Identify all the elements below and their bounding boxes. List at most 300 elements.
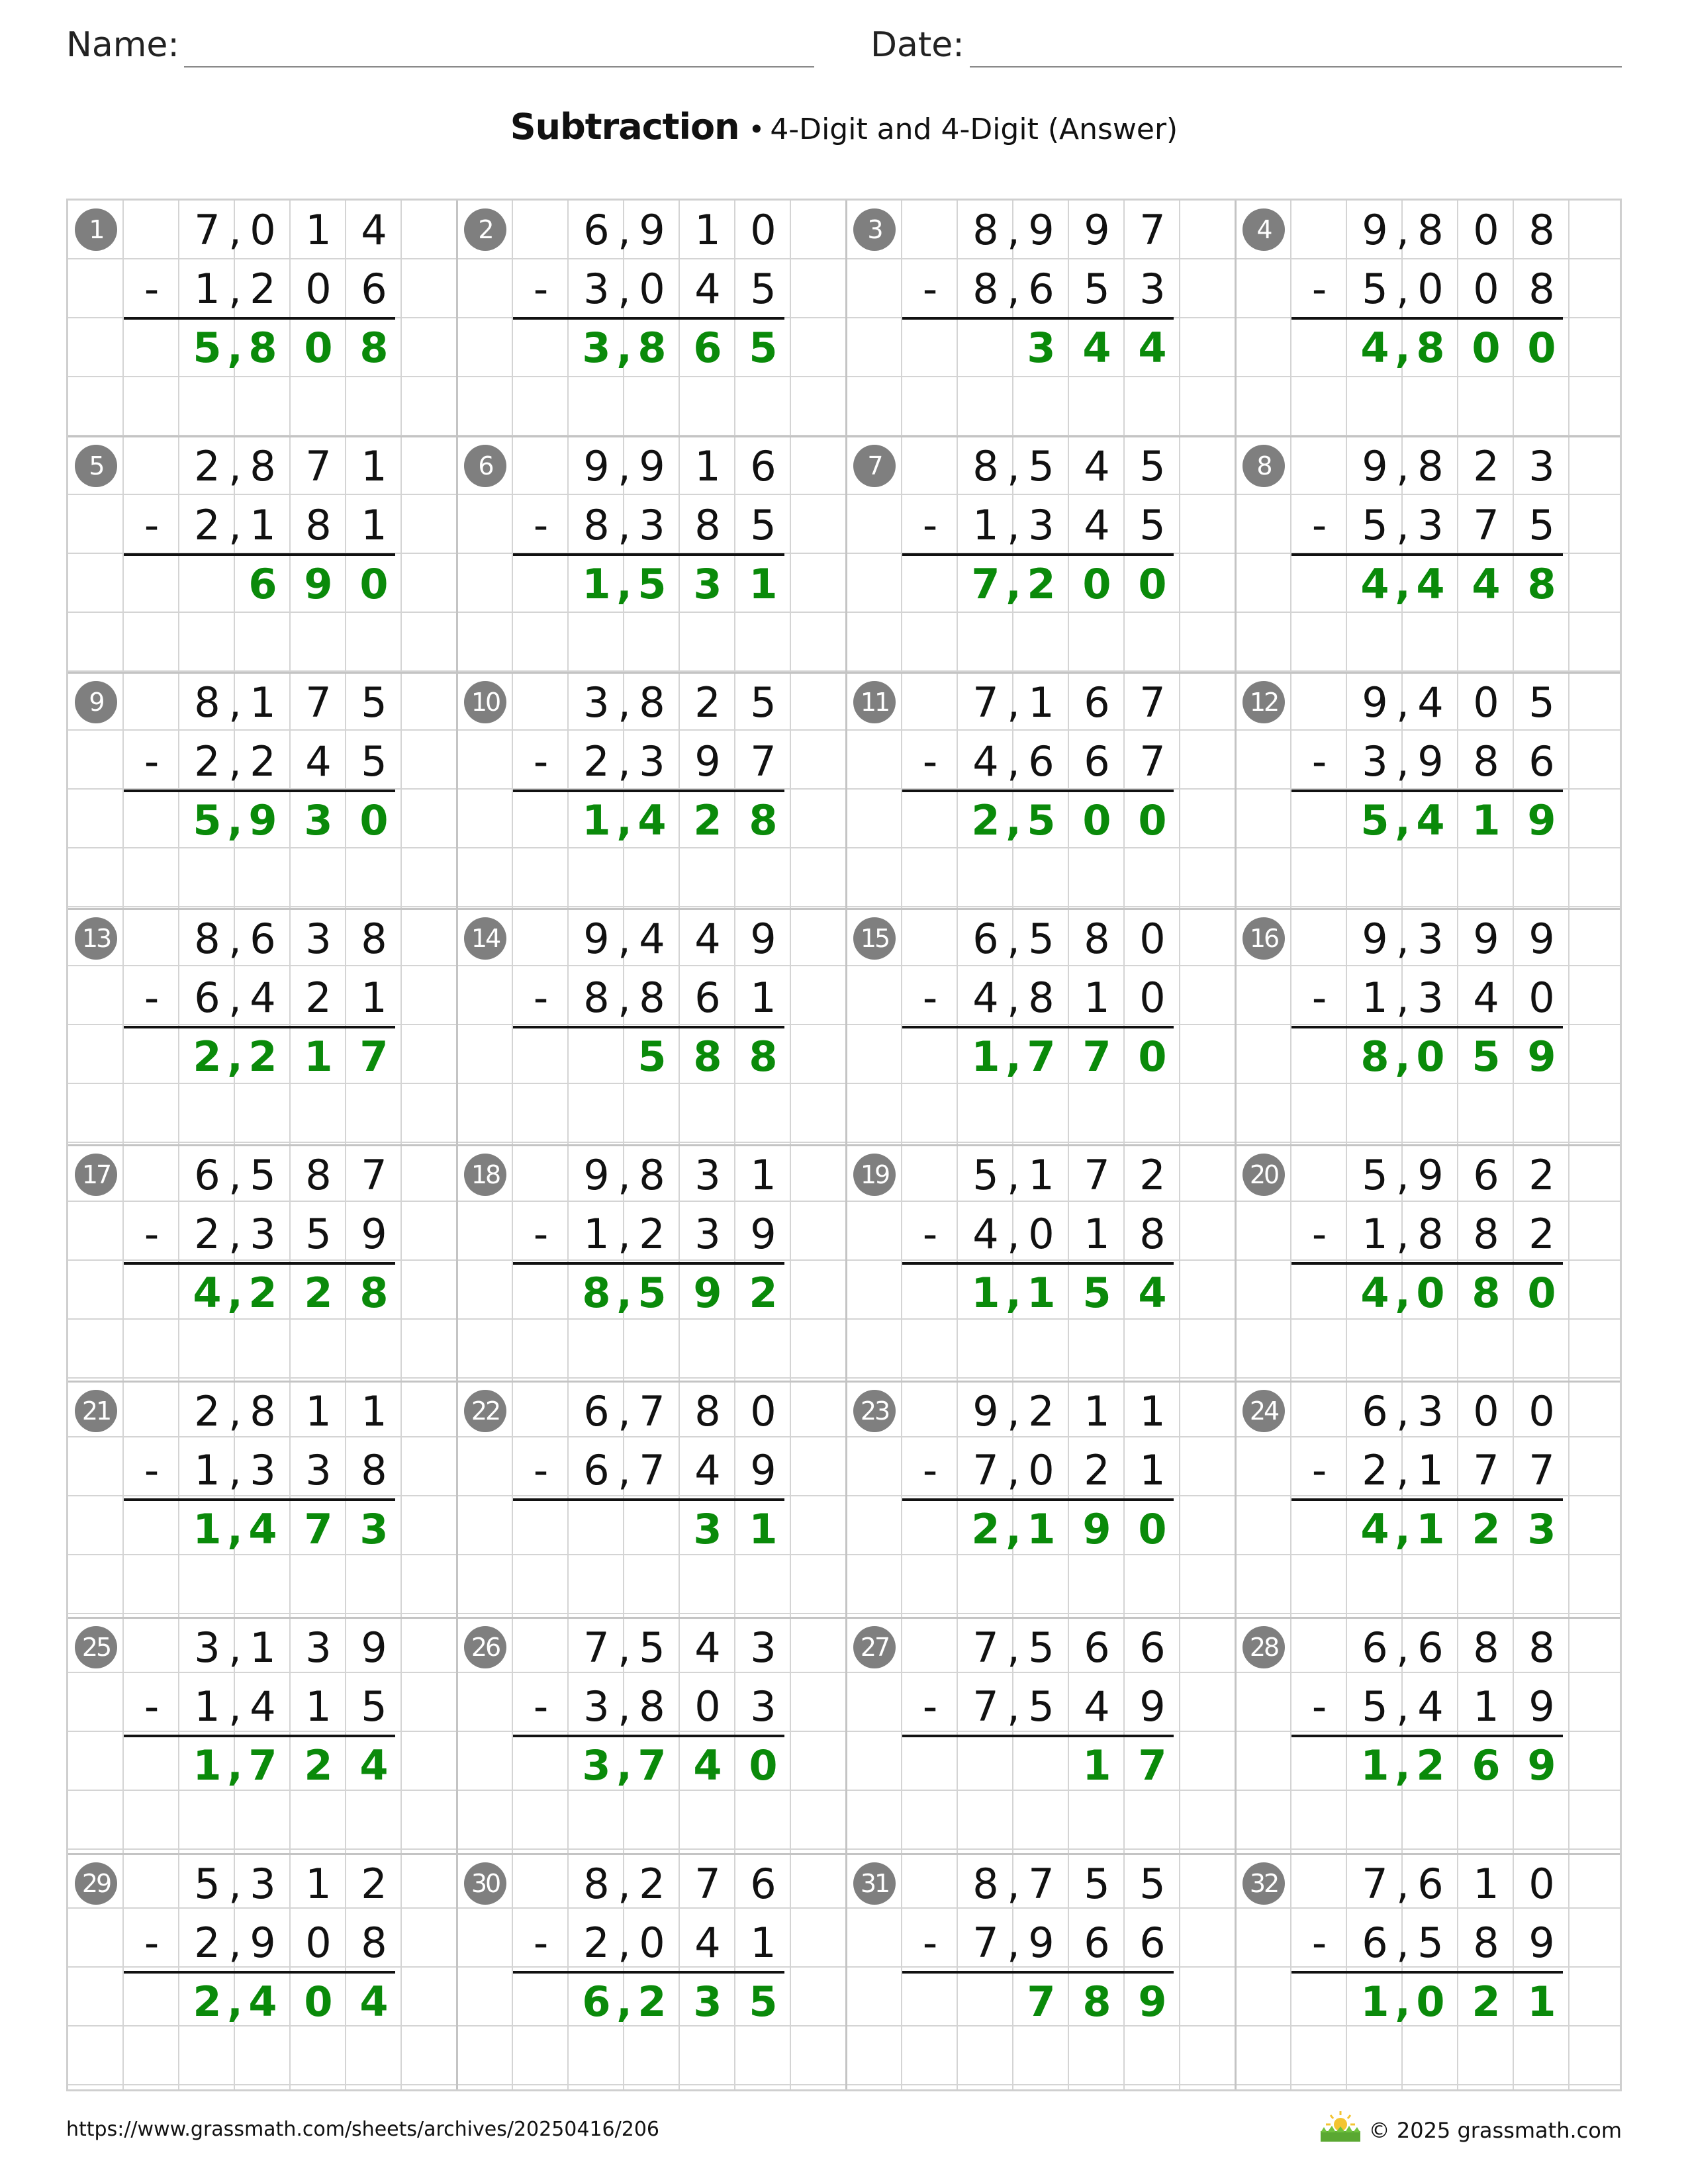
problem-number-badge: 16	[1243, 917, 1285, 960]
answer-comma: ,	[227, 1505, 243, 1553]
answer-row	[179, 555, 402, 614]
minuend-digit: 2	[1473, 442, 1499, 490]
minuend-digit: 6	[750, 442, 776, 490]
minuend-digit: 4	[1084, 442, 1110, 490]
subtrahend-digit: 3	[305, 1446, 332, 1494]
minuend-digit: 8	[1084, 915, 1110, 963]
problem-number-badge: 1	[75, 208, 117, 251]
answer-row	[179, 1972, 402, 2031]
answer-digit: 2	[971, 796, 1000, 844]
title-subtitle: 4-Digit and 4-Digit (Answer)	[770, 113, 1178, 146]
answer-row	[958, 1972, 1180, 2031]
minuend-row	[179, 201, 402, 259]
problem-number-badge: 2	[464, 208, 506, 251]
problem-number-badge: 18	[464, 1154, 506, 1196]
subtrahend-digit: 8	[1528, 265, 1555, 313]
subtrahend-digit: 0	[1417, 265, 1444, 313]
problem-block	[1236, 437, 1625, 673]
subtrahend-digit: 5	[361, 737, 387, 786]
answer-digit: 4	[1360, 1269, 1389, 1317]
minus-sign: -	[144, 1446, 160, 1494]
minus-sign: -	[144, 1210, 160, 1258]
problem-block	[457, 437, 847, 673]
subtrahend-digit: 0	[639, 265, 665, 313]
subtrahend-digit: 8	[1473, 1919, 1499, 1967]
subtrahend-comma: ,	[1007, 1919, 1020, 1967]
subtrahend-digit: 6	[694, 974, 721, 1022]
minuend-digit: 3	[583, 678, 610, 727]
subtrahend-row	[958, 1913, 1180, 1972]
subtrahend-digit: 1	[194, 1682, 220, 1731]
answer-digit: 4	[1360, 1505, 1389, 1553]
minuend-digit: 1	[1028, 1151, 1055, 1199]
answer-digit: 0	[1527, 1269, 1556, 1317]
minuend-digit: 6	[583, 206, 610, 254]
minuend-comma: ,	[618, 1387, 631, 1435]
subtrahend-digit: 5	[1417, 1919, 1444, 1967]
answer-digit: 1	[1472, 796, 1501, 844]
subtrahend-comma: ,	[1396, 265, 1409, 313]
answer-row	[569, 1972, 791, 2031]
answer-digit: 1	[749, 1505, 778, 1553]
minus-sign: -	[533, 737, 549, 786]
answer-digit: 2	[693, 796, 722, 844]
subtrahend-digit: 0	[1028, 1446, 1055, 1494]
problem-block	[1236, 673, 1625, 909]
minus-sign: -	[1311, 265, 1327, 313]
answer-digit: 9	[1082, 1505, 1111, 1553]
minus-sign: -	[144, 737, 160, 786]
subtrahend-row	[179, 496, 402, 555]
minuend-row	[958, 1854, 1180, 1913]
answer-digit: 7	[1082, 1032, 1111, 1081]
minus-sign: -	[144, 974, 160, 1022]
minuend-digit: 3	[250, 1860, 276, 1908]
subtrahend-digit: 9	[361, 1210, 387, 1258]
problem-number-badge: 30	[464, 1862, 506, 1905]
minuend-digit: 5	[1084, 1860, 1110, 1908]
answer-digit: 9	[1138, 1978, 1167, 2026]
answer-digit: 0	[1527, 324, 1556, 372]
problem-block	[1236, 1382, 1625, 1618]
minuend-comma: ,	[1007, 442, 1020, 490]
problem-number-badge: 8	[1243, 445, 1285, 487]
subtrahend-digit: 8	[1417, 1210, 1444, 1258]
answer-digit: 3	[582, 1741, 611, 1790]
answer-digit: 4	[1416, 796, 1445, 844]
subtrahend-row	[958, 968, 1180, 1027]
minuend-digit: 1	[305, 206, 332, 254]
subtrahend-digit: 0	[1473, 265, 1499, 313]
answer-comma: ,	[227, 1032, 243, 1081]
minuend-comma: ,	[228, 678, 242, 727]
answer-digit: 8	[359, 1269, 389, 1317]
subtrahend-digit: 3	[1417, 974, 1444, 1022]
answer-comma: ,	[1395, 1032, 1411, 1081]
minuend-digit: 5	[1028, 915, 1055, 963]
minuend-digit: 2	[694, 678, 721, 727]
minuend-digit: 8	[1417, 442, 1444, 490]
subtrahend-digit: 6	[1028, 737, 1055, 786]
subtrahend-digit: 6	[1084, 737, 1110, 786]
answer-digit: 4	[637, 796, 667, 844]
subtrahend-digit: 2	[1528, 1210, 1555, 1258]
answer-comma: ,	[1006, 560, 1021, 608]
minus-sign: -	[922, 501, 938, 549]
answer-digit: 0	[1138, 1505, 1167, 1553]
subtrahend-comma: ,	[1396, 501, 1409, 549]
minus-sign: -	[144, 501, 160, 549]
minus-sign: -	[144, 1682, 160, 1731]
minuend-digit: 7	[1028, 1860, 1055, 1908]
answer-digit: 1	[193, 1505, 222, 1553]
subtrahend-row	[1347, 1677, 1570, 1736]
minuend-row	[958, 1146, 1180, 1205]
answer-row	[179, 1500, 402, 1559]
answer-digit: 1	[1527, 1978, 1556, 2026]
subtrahend-digit: 3	[250, 1210, 276, 1258]
subtrahend-digit: 6	[194, 974, 220, 1022]
subtrahend-digit: 8	[1028, 974, 1055, 1022]
answer-digit: 7	[1027, 1032, 1056, 1081]
minuend-comma: ,	[228, 1387, 242, 1435]
problem-block	[1236, 1618, 1625, 1854]
answer-comma: ,	[227, 1269, 243, 1317]
minus-sign: -	[922, 265, 938, 313]
subtrahend-digit: 4	[1473, 974, 1499, 1022]
subtrahend-digit: 4	[1084, 501, 1110, 549]
subtrahend-digit: 1	[305, 1682, 332, 1731]
subtrahend-row	[958, 259, 1180, 318]
minuend-digit: 7	[972, 1623, 999, 1672]
minuend-digit: 5	[639, 1623, 665, 1672]
subtrahend-digit: 8	[361, 1919, 387, 1967]
minuend-digit: 0	[1528, 1387, 1555, 1435]
answer-digit: 0	[1082, 560, 1111, 608]
minus-sign: -	[144, 265, 160, 313]
minuend-digit: 1	[361, 1387, 387, 1435]
minuend-digit: 7	[194, 206, 220, 254]
minuend-digit: 7	[1362, 1860, 1388, 1908]
minuend-comma: ,	[228, 1623, 242, 1672]
subtrahend-digit: 0	[305, 265, 332, 313]
minuend-row	[569, 1146, 791, 1205]
answer-digit: 1	[1082, 1741, 1111, 1790]
subtrahend-digit: 7	[1473, 1446, 1499, 1494]
minus-sign: -	[533, 1210, 549, 1258]
answer-comma: ,	[227, 1741, 243, 1790]
problem-number-badge: 4	[1243, 208, 1285, 251]
answer-digit: 2	[248, 1269, 277, 1317]
minus-sign: -	[533, 1682, 549, 1731]
minuend-digit: 0	[750, 206, 776, 254]
subtrahend-row	[179, 968, 402, 1027]
answer-digit: 5	[193, 796, 222, 844]
problem-block	[847, 1146, 1236, 1382]
answer-digit: 2	[637, 1978, 667, 2026]
minuend-comma: ,	[618, 915, 631, 963]
footer-copyright: © 2025 grassmath.com	[1368, 2118, 1622, 2143]
minuend-digit: 3	[1528, 442, 1555, 490]
answer-digit: 1	[582, 560, 611, 608]
minuend-digit: 0	[1473, 1387, 1499, 1435]
minuend-digit: 4	[694, 1623, 721, 1672]
subtrahend-digit: 0	[305, 1919, 332, 1967]
name-field-line[interactable]	[184, 66, 814, 68]
subtrahend-row	[179, 259, 402, 318]
minuend-comma: ,	[1396, 1860, 1409, 1908]
minuend-digit: 5	[1028, 442, 1055, 490]
subtrahend-digit: 4	[972, 1210, 999, 1258]
subtrahend-digit: 7	[639, 1446, 665, 1494]
problem-number-badge: 20	[1243, 1154, 1285, 1196]
minuend-digit: 1	[1473, 1860, 1499, 1908]
subtrahend-digit: 2	[583, 737, 610, 786]
answer-row	[179, 1263, 402, 1322]
problem-block	[847, 437, 1236, 673]
minuend-row	[958, 1618, 1180, 1677]
minuend-row	[569, 1618, 791, 1677]
answer-digit: 5	[749, 1978, 778, 2026]
minuend-comma: ,	[1396, 1387, 1409, 1435]
minuend-digit: 2	[194, 442, 220, 490]
minuend-row	[958, 1382, 1180, 1441]
minuend-comma: ,	[618, 1860, 631, 1908]
answer-comma: ,	[616, 560, 632, 608]
answer-row	[958, 791, 1180, 850]
subtrahend-digit: 8	[583, 974, 610, 1022]
subtrahend-digit: 1	[1084, 974, 1110, 1022]
minus-sign: -	[533, 501, 549, 549]
answer-digit: 0	[1416, 1269, 1445, 1317]
answer-digit: 8	[637, 324, 667, 372]
subtrahend-comma: ,	[1007, 1446, 1020, 1494]
minuend-digit: 8	[305, 1151, 332, 1199]
subtrahend-row	[958, 732, 1180, 791]
minuend-digit: 7	[305, 442, 332, 490]
answer-digit: 3	[304, 796, 333, 844]
problem-number-badge: 21	[75, 1390, 117, 1432]
subtrahend-row	[958, 1205, 1180, 1263]
answer-digit: 2	[304, 1741, 333, 1790]
subtrahend-digit: 0	[1139, 974, 1166, 1022]
minuend-digit: 6	[1473, 1151, 1499, 1199]
answer-digit: 8	[582, 1269, 611, 1317]
minuend-digit: 5	[972, 1151, 999, 1199]
subtrahend-digit: 3	[583, 1682, 610, 1731]
subtrahend-digit: 2	[1362, 1446, 1388, 1494]
answer-digit: 8	[693, 1032, 722, 1081]
answer-digit: 8	[1416, 324, 1445, 372]
answer-comma: ,	[1006, 1032, 1021, 1081]
problem-block	[457, 201, 847, 437]
answer-digit: 0	[359, 796, 389, 844]
answer-row	[958, 1263, 1180, 1322]
minuend-digit: 8	[972, 1860, 999, 1908]
problem-number-badge: 27	[853, 1626, 896, 1668]
subtrahend-digit: 5	[1028, 1682, 1055, 1731]
subtrahend-digit: 9	[1139, 1682, 1166, 1731]
answer-digit: 4	[359, 1741, 389, 1790]
subtrahend-row	[1347, 1913, 1570, 1972]
answer-digit: 7	[1138, 1741, 1167, 1790]
answer-digit: 0	[304, 324, 333, 372]
problem-number-badge: 10	[464, 681, 506, 723]
answer-comma: ,	[227, 1978, 243, 2026]
subtrahend-comma: ,	[1007, 1682, 1020, 1731]
subtrahend-digit: 5	[1528, 501, 1555, 549]
subtrahend-comma: ,	[228, 737, 242, 786]
minuend-digit: 5	[1028, 1623, 1055, 1672]
minuend-digit: 3	[1417, 915, 1444, 963]
subtrahend-digit: 6	[583, 1446, 610, 1494]
minus-sign: -	[1311, 1919, 1327, 1967]
minuend-digit: 0	[1139, 915, 1166, 963]
subtrahend-row	[179, 1441, 402, 1500]
minuend-digit: 1	[1084, 1387, 1110, 1435]
answer-digit: 0	[304, 1978, 333, 2026]
minuend-digit: 6	[1084, 1623, 1110, 1672]
answer-digit: 0	[1472, 324, 1501, 372]
answer-digit: 5	[1360, 796, 1389, 844]
minuend-digit: 5	[750, 678, 776, 727]
answer-digit: 8	[1360, 1032, 1389, 1081]
date-field-line[interactable]	[970, 66, 1622, 68]
answer-row	[1347, 1263, 1570, 1322]
minuend-digit: 9	[639, 206, 665, 254]
minuend-comma: ,	[228, 915, 242, 963]
minus-sign: -	[1311, 1210, 1327, 1258]
minuend-comma: ,	[618, 206, 631, 254]
subtrahend-digit: 4	[694, 265, 721, 313]
subtrahend-row	[1347, 1205, 1570, 1263]
minuend-digit: 1	[694, 206, 721, 254]
minuend-digit: 9	[361, 1623, 387, 1672]
subtrahend-digit: 3	[639, 737, 665, 786]
minuend-row	[179, 1146, 402, 1205]
minuend-comma: ,	[1007, 915, 1020, 963]
subtrahend-comma: ,	[1396, 1446, 1409, 1494]
answer-digit: 4	[1416, 560, 1445, 608]
minuend-digit: 3	[305, 1623, 332, 1672]
subtrahend-row	[569, 968, 791, 1027]
answer-digit: 3	[693, 1978, 722, 2026]
minuend-digit: 3	[1417, 1387, 1444, 1435]
minuend-row	[1347, 1382, 1570, 1441]
minuend-digit: 9	[1084, 206, 1110, 254]
answer-digit: 0	[1416, 1978, 1445, 2026]
minuend-comma: ,	[618, 1623, 631, 1672]
problem-number-badge: 22	[464, 1390, 506, 1432]
minus-sign: -	[1311, 1682, 1327, 1731]
answer-digit: 5	[1027, 796, 1056, 844]
subtrahend-comma: ,	[1396, 1919, 1409, 1967]
minuend-digit: 4	[1417, 678, 1444, 727]
subtrahend-digit: 6	[1084, 1919, 1110, 1967]
answer-comma: ,	[1006, 796, 1021, 844]
answer-row	[179, 318, 402, 377]
subtrahend-row	[569, 496, 791, 555]
minuend-digit: 6	[1139, 1623, 1166, 1672]
answer-row	[569, 1263, 791, 1322]
answer-digit: 4	[193, 1269, 222, 1317]
answer-digit: 1	[304, 1032, 333, 1081]
answer-row	[179, 1027, 402, 1086]
subtrahend-digit: 1	[1362, 1210, 1388, 1258]
answer-digit: 1	[749, 560, 778, 608]
answer-row	[179, 791, 402, 850]
subtrahend-digit: 4	[694, 1446, 721, 1494]
subtrahend-digit: 3	[1362, 737, 1388, 786]
minuend-comma: ,	[228, 1860, 242, 1908]
answer-comma: ,	[1006, 1269, 1021, 1317]
problem-number-badge: 5	[75, 445, 117, 487]
subtrahend-digit: 1	[583, 1210, 610, 1258]
subtrahend-comma: ,	[1007, 265, 1020, 313]
minuend-digit: 8	[250, 1387, 276, 1435]
minuend-row	[569, 1382, 791, 1441]
answer-digit: 0	[1138, 796, 1167, 844]
subtrahend-digit: 3	[250, 1446, 276, 1494]
problem-block	[847, 1618, 1236, 1854]
subtrahend-digit: 4	[972, 737, 999, 786]
minuend-digit: 3	[750, 1623, 776, 1672]
minuend-row	[958, 909, 1180, 968]
name-label: Name:	[66, 25, 179, 65]
subtrahend-digit: 1	[194, 265, 220, 313]
minuend-digit: 5	[361, 678, 387, 727]
problem-number-badge: 7	[853, 445, 896, 487]
problem-block	[457, 1382, 847, 1618]
answer-row	[958, 555, 1180, 614]
answer-digit: 8	[248, 324, 277, 372]
problem-block	[457, 909, 847, 1146]
minuend-row	[1347, 201, 1570, 259]
minuend-digit: 2	[194, 1387, 220, 1435]
problem-block	[1236, 909, 1625, 1146]
answer-digit: 5	[1472, 1032, 1501, 1081]
answer-digit: 8	[749, 1032, 778, 1081]
problem-number-badge: 23	[853, 1390, 896, 1432]
answer-row	[1347, 318, 1570, 377]
subtrahend-digit: 7	[972, 1682, 999, 1731]
minuend-digit: 8	[694, 1387, 721, 1435]
subtrahend-comma: ,	[618, 1919, 631, 1967]
minuend-digit: 8	[1528, 206, 1555, 254]
answer-digit: 5	[637, 560, 667, 608]
answer-row	[1347, 1736, 1570, 1795]
answer-digit: 4	[1138, 324, 1167, 372]
subtrahend-digit: 5	[1362, 265, 1388, 313]
problem-number-badge: 11	[853, 681, 896, 723]
subtrahend-digit: 5	[750, 265, 776, 313]
minus-sign: -	[1311, 737, 1327, 786]
subtrahend-comma: ,	[618, 974, 631, 1022]
minuend-digit: 7	[1139, 678, 1166, 727]
answer-digit: 5	[749, 324, 778, 372]
minus-sign: -	[922, 1919, 938, 1967]
answer-row	[1347, 555, 1570, 614]
answer-digit: 1	[1027, 1505, 1056, 1553]
minuend-digit: 8	[1528, 1623, 1555, 1672]
answer-digit: 9	[304, 560, 333, 608]
subtrahend-comma: ,	[1007, 737, 1020, 786]
answer-row	[958, 318, 1180, 377]
answer-digit: 6	[693, 324, 722, 372]
minuend-comma: ,	[1396, 1623, 1409, 1672]
minuend-comma: ,	[618, 678, 631, 727]
subtrahend-digit: 1	[250, 501, 276, 549]
